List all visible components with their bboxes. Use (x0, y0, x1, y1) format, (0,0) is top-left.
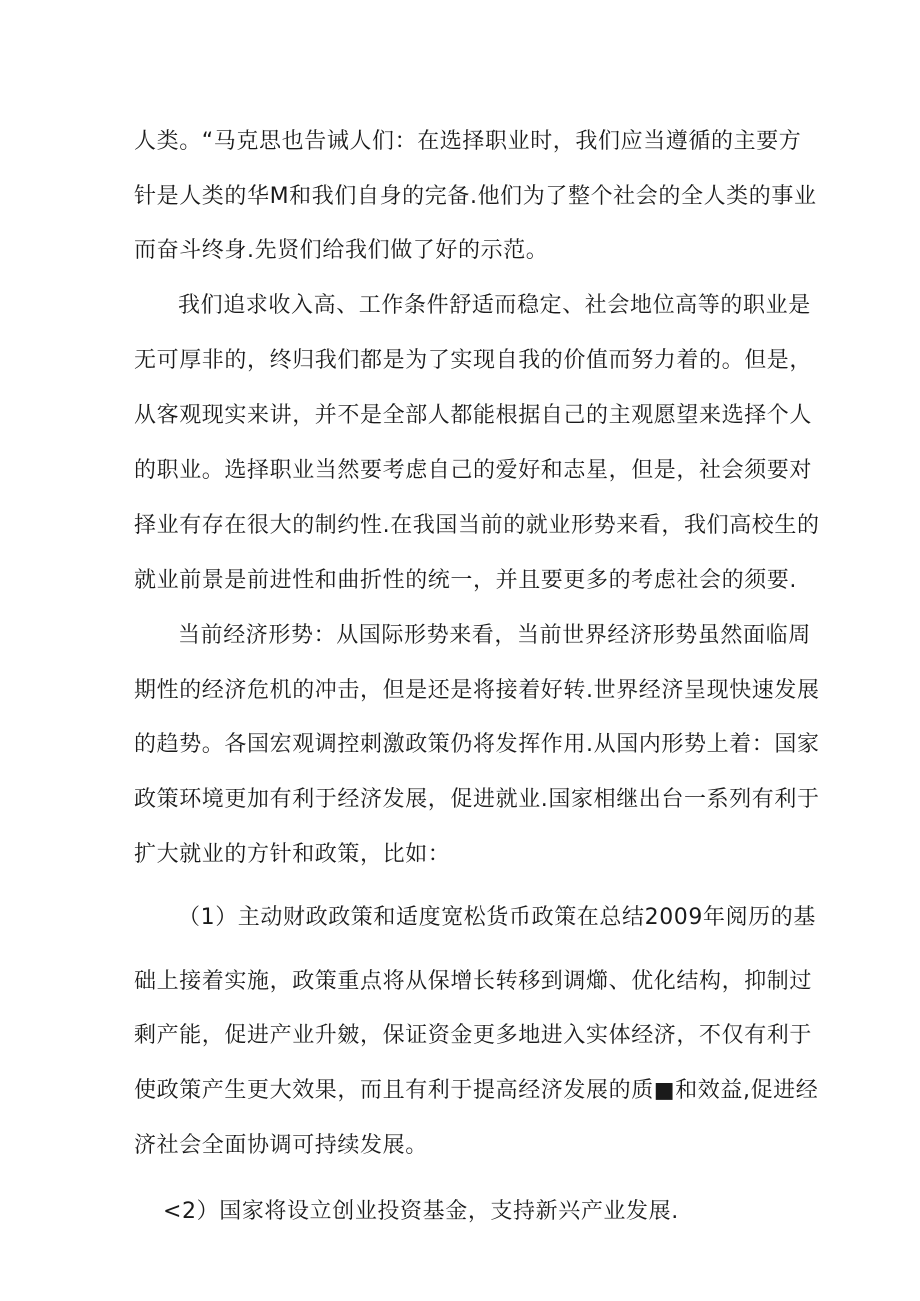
text-line: 从客观现实来讲，并不是全部人都能根据自己的主观愿望来选择个人 (134, 403, 813, 428)
paragraph-start-line: 我们追求收入高、工作条件舒适而稳定、社会地位高等的职业是 (178, 293, 811, 318)
text-line: 人类。“马克思也告诫人们：在选择职业时，我们应当遵循的主要方 (134, 129, 802, 154)
text-line: 针是人类的华M和我们自身的完备.他们为了整个社会的全人类的事业 (134, 184, 817, 209)
paragraph-start-line: 当前经济形势：从国际形势来看，当前世界经济形势虽然面临周 (178, 623, 811, 648)
text-line: 扩大就业的方针和政策，比如： (134, 842, 451, 867)
text-line: 政策环境更加有利于经济发展，促进就业.国家相继出台一系列有利于 (134, 787, 820, 812)
text-line: 无可厚非的，终归我们都是为了实现自我的价值而努力着的。但是， (134, 348, 813, 373)
text-line: 而奋斗终身.先贤们给我们做了好的示范。 (134, 238, 549, 263)
text-line: 济社会全面协调可持续发展。 (134, 1133, 428, 1158)
text-line: 础上接着实施，政策重点将从保增长转移到调㸅、优化结构，抑制过 (134, 969, 813, 994)
text-line: 的趋势。各国宏观调控刺激政策仍将发挥作用.从国内形势上着：国家 (134, 732, 820, 757)
list-item-2-line: <2）国家将设立创业投资基金，支持新兴产业发展. (163, 1199, 679, 1224)
text-line: 就业前景是前进性和曲折性的统一，并且要更多的考虑社会的须要. (134, 568, 797, 593)
text-line: 期性的经济危机的冲击，但是还是将接着好转.世界经济呈现快速发展 (134, 678, 820, 703)
list-item-1-line: （1）主动财政政策和适度宽松货币政策在总结2009年阅历的基 (178, 905, 816, 930)
text-line: 剩产能，促进产业升皴，保证资金更多地进入实体经济，不仅有利于 (134, 1023, 813, 1048)
text-line: 使政策产生更大效果，而且有利于提高经济发展的质■和效益,促进经 (134, 1078, 819, 1103)
text-line: 的职业。选择职业当然要考虑自己的爱好和志星，但是，社会须要对 (134, 458, 813, 483)
text-line: 择业有存在很大的制约性.在我国当前的就业形势来看，我们高校生的 (134, 513, 820, 538)
